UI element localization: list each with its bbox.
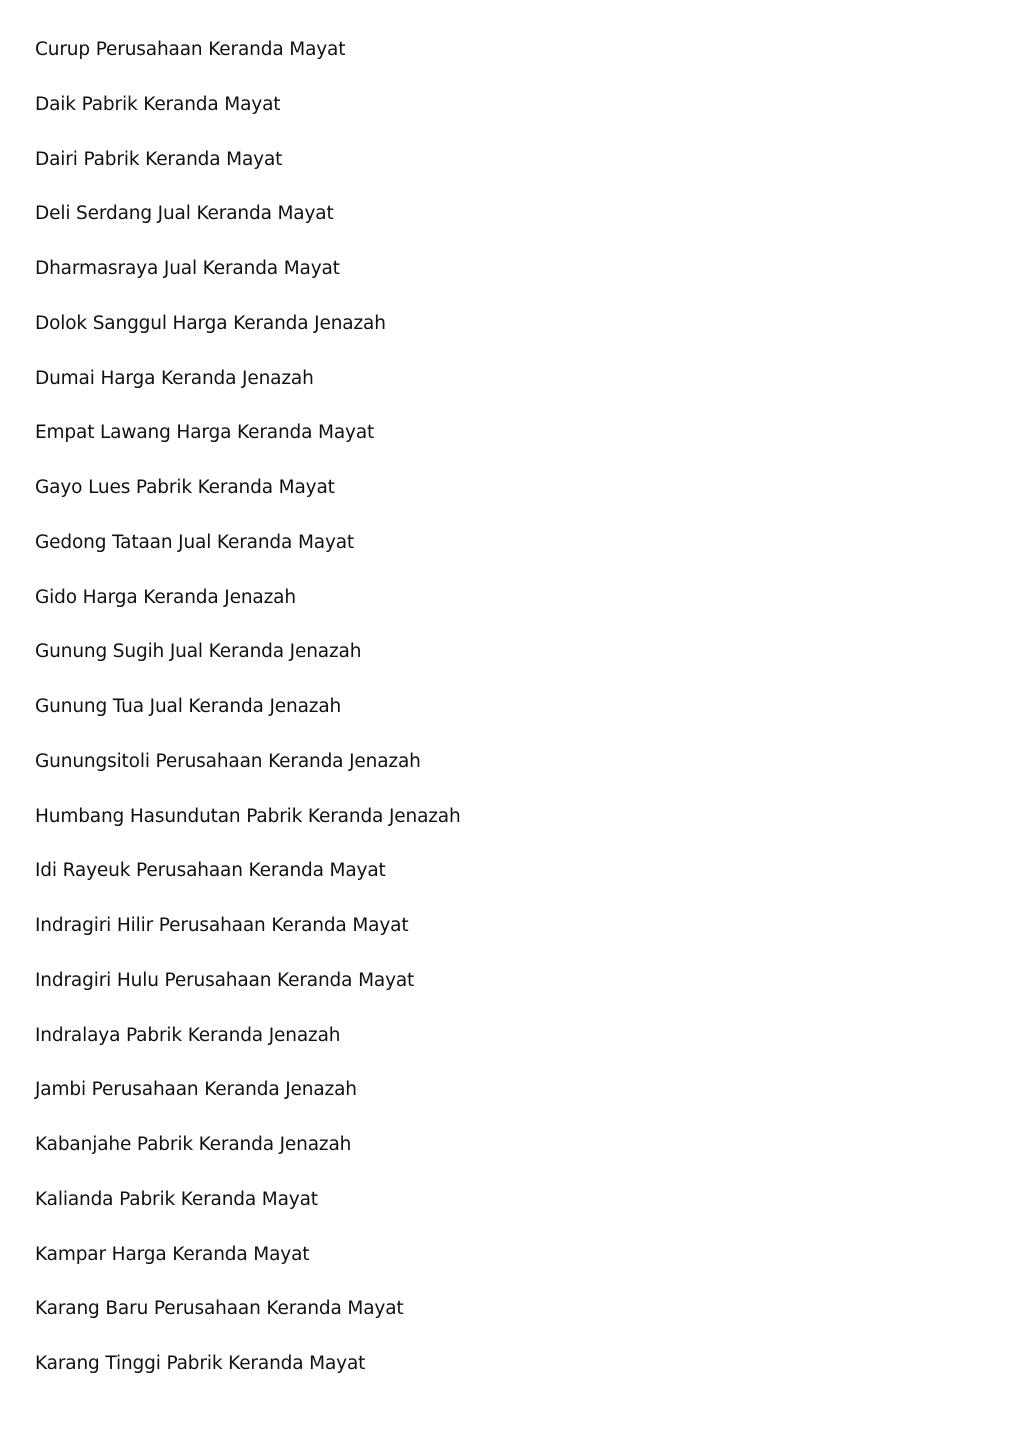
list-item: Indralaya Pabrik Keranda Jenazah (35, 1024, 341, 1046)
list-item: Gedong Tataan Jual Keranda Mayat (35, 531, 355, 553)
list-item: Gunungsitoli Perusahaan Keranda Jenazah (35, 750, 421, 772)
list-item: Gido Harga Keranda Jenazah (35, 586, 296, 608)
list-item: Karang Tinggi Pabrik Keranda Mayat (35, 1353, 366, 1374)
list-item: Idi Rayeuk Perusahaan Keranda Mayat (35, 860, 386, 882)
list-item: Daik Pabrik Keranda Mayat (35, 93, 281, 115)
list-item: Dumai Harga Keranda Jenazah (35, 367, 314, 389)
list-item: Indragiri Hulu Perusahaan Keranda Mayat (35, 969, 415, 991)
list-item: Gayo Lues Pabrik Keranda Mayat (35, 477, 335, 498)
list-item: Curup Perusahaan Keranda Mayat (35, 39, 346, 60)
list-item: Dharmasraya Jual Keranda Mayat (35, 258, 340, 279)
list-item: Karang Baru Perusahaan Keranda Mayat (35, 1298, 404, 1320)
list-item: Dairi Pabrik Keranda Mayat (35, 148, 283, 170)
list-item: Kampar Harga Keranda Mayat (35, 1243, 310, 1265)
list-item: Dolok Sanggul Harga Keranda Jenazah (35, 312, 386, 334)
list-item: Kalianda Pabrik Keranda Mayat (35, 1188, 318, 1210)
list-item: Deli Serdang Jual Keranda Mayat (35, 203, 334, 225)
list-item: Humbang Hasundutan Pabrik Keranda Jenazah (35, 805, 461, 827)
list-item: Kabanjahe Pabrik Keranda Jenazah (35, 1134, 352, 1155)
list-item: Gunung Tua Jual Keranda Jenazah (35, 696, 342, 717)
list-item: Empat Lawang Harga Keranda Mayat (35, 422, 375, 444)
list-item: Jambi Perusahaan Keranda Jenazah (35, 1079, 357, 1101)
list-item: Gunung Sugih Jual Keranda Jenazah (35, 641, 362, 663)
entry-list (35, 36, 461, 1405)
list-item: Indragiri Hilir Perusahaan Keranda Mayat (35, 915, 409, 936)
